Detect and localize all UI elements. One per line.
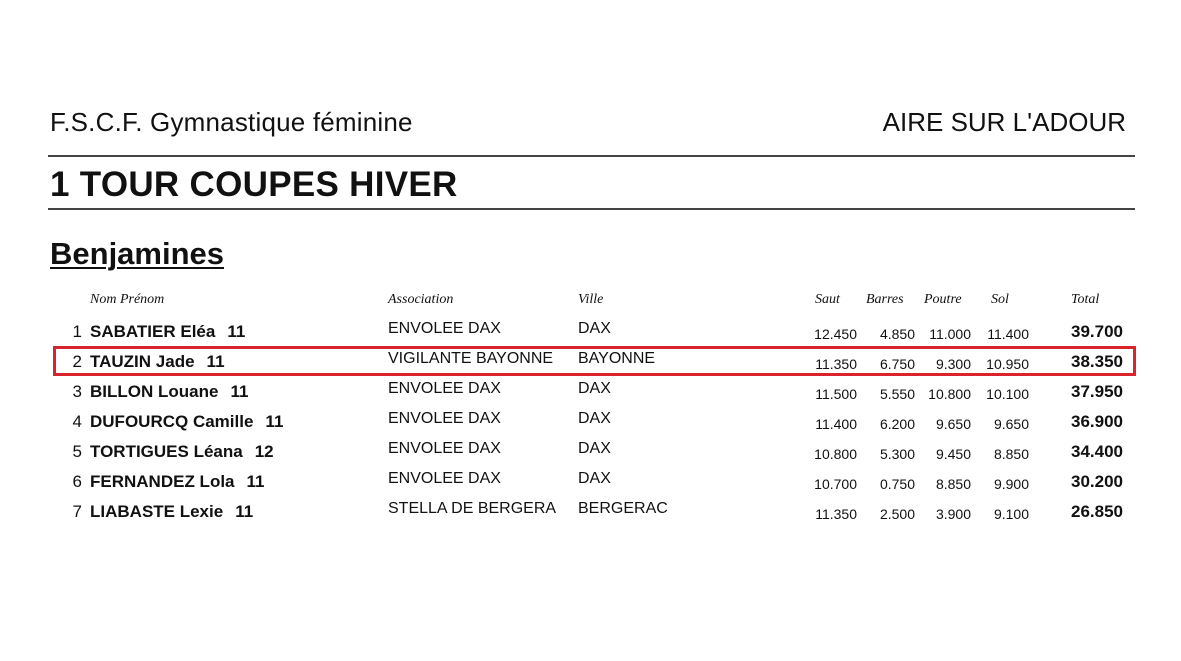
gymnast-age: 11 (230, 382, 249, 401)
score-barres: 2.500 (879, 506, 915, 522)
score-sol: 8.850 (993, 446, 1029, 462)
score-sol: 9.100 (993, 506, 1029, 522)
column-header-saut: Saut (815, 292, 840, 307)
ville: BERGERAC (578, 500, 668, 517)
score-barres: 5.550 (879, 386, 915, 402)
table-row (0, 470, 1181, 500)
title-divider (48, 208, 1135, 210)
column-header-name: Nom Prénom (90, 292, 165, 307)
column-header-ville: Ville (578, 292, 604, 307)
score-saut: 11.500 (815, 386, 857, 402)
column-header-sol: Sol (991, 292, 1009, 307)
score-total: 30.200 (1071, 472, 1123, 491)
score-sol: 10.950 (986, 356, 1029, 372)
score-sol: 11.400 (987, 326, 1029, 342)
gymnast-age: 11 (235, 502, 254, 521)
gymnast-name-text: LIABASTE Lexie (90, 502, 224, 521)
gymnast-age: 11 (265, 412, 284, 431)
score-total: 34.400 (1071, 442, 1123, 461)
gymnast-name (90, 412, 283, 432)
rank: 1 (72, 322, 82, 341)
ville: DAX (578, 380, 611, 397)
score-total: 39.700 (1071, 322, 1123, 341)
table-row (0, 410, 1181, 440)
rank: 4 (72, 412, 82, 431)
score-barres: 6.200 (879, 416, 915, 432)
score-total: 38.350 (1071, 352, 1123, 371)
score-barres: 4.850 (879, 326, 915, 342)
table-row (0, 500, 1181, 530)
gymnast-name-text: TORTIGUES Léana (90, 442, 243, 461)
gymnast-name (90, 502, 253, 522)
score-poutre: 9.650 (935, 416, 971, 432)
gymnast-name (90, 442, 274, 462)
score-barres: 0.750 (879, 476, 915, 492)
score-poutre: 10.800 (928, 386, 971, 402)
association: ENVOLEE DAX (388, 380, 501, 397)
competition-title: 1 TOUR COUPES HIVER (50, 165, 458, 204)
association: VIGILANTE BAYONNE (388, 350, 554, 367)
score-poutre: 9.450 (935, 446, 971, 462)
gymnast-name-text: TAUZIN Jade (90, 352, 195, 371)
highlight-box (53, 346, 1136, 376)
score-barres: 5.300 (879, 446, 915, 462)
federation-title: F.S.C.F. Gymnastique féminine (50, 107, 413, 137)
category-heading: Benjamines (50, 236, 225, 271)
rank: 7 (72, 502, 82, 521)
ville: DAX (578, 410, 611, 427)
rank: 3 (72, 382, 82, 401)
gymnast-age: 11 (246, 472, 265, 491)
table-row (0, 380, 1181, 410)
gymnast-age: 11 (206, 352, 225, 371)
ville: DAX (578, 470, 611, 487)
table-row (0, 440, 1181, 470)
score-saut: 12.450 (814, 326, 857, 342)
score-barres: 6.750 (879, 356, 915, 372)
score-poutre: 9.300 (935, 356, 971, 372)
gymnast-name-text: BILLON Louane (90, 382, 219, 401)
score-sol: 10.100 (986, 386, 1029, 402)
score-saut: 11.400 (815, 416, 857, 432)
score-total: 37.950 (1071, 382, 1123, 401)
ville: DAX (578, 320, 611, 337)
column-header-association: Association (388, 292, 454, 307)
score-saut: 11.350 (815, 356, 857, 372)
association: ENVOLEE DAX (388, 440, 501, 457)
gymnast-name (90, 382, 248, 402)
score-poutre: 3.900 (935, 506, 971, 522)
association: ENVOLEE DAX (388, 320, 501, 337)
competition-location: AIRE SUR L'ADOUR (882, 107, 1126, 137)
gymnast-age: 11 (227, 322, 246, 341)
column-header-total: Total (1071, 292, 1100, 307)
score-saut: 11.350 (815, 506, 857, 522)
column-header-poutre: Poutre (924, 292, 962, 307)
rank: 6 (72, 472, 82, 491)
score-total: 26.850 (1071, 502, 1123, 521)
score-sol: 9.650 (993, 416, 1029, 432)
score-poutre: 11.000 (929, 326, 971, 342)
score-total: 36.900 (1071, 412, 1123, 431)
gymnast-name-text: DUFOURCQ Camille (90, 412, 254, 431)
gymnast-age: 12 (254, 442, 274, 461)
gymnast-name-text: SABATIER Eléa (90, 322, 216, 341)
score-sol: 9.900 (993, 476, 1029, 492)
score-saut: 10.800 (814, 446, 857, 462)
column-header-barres: Barres (866, 292, 904, 307)
gymnast-name-text: FERNANDEZ Lola (90, 472, 235, 491)
association: ENVOLEE DAX (388, 470, 501, 487)
rank: 5 (72, 442, 82, 461)
rank: 2 (72, 352, 82, 371)
header-divider (48, 155, 1135, 157)
association: STELLA DE BERGERA (388, 500, 557, 517)
score-poutre: 8.850 (935, 476, 971, 492)
ville: BAYONNE (578, 350, 656, 367)
gymnast-name (90, 472, 264, 492)
ville: DAX (578, 440, 611, 457)
gymnast-name (90, 322, 245, 342)
score-saut: 10.700 (814, 476, 857, 492)
association: ENVOLEE DAX (388, 410, 501, 427)
